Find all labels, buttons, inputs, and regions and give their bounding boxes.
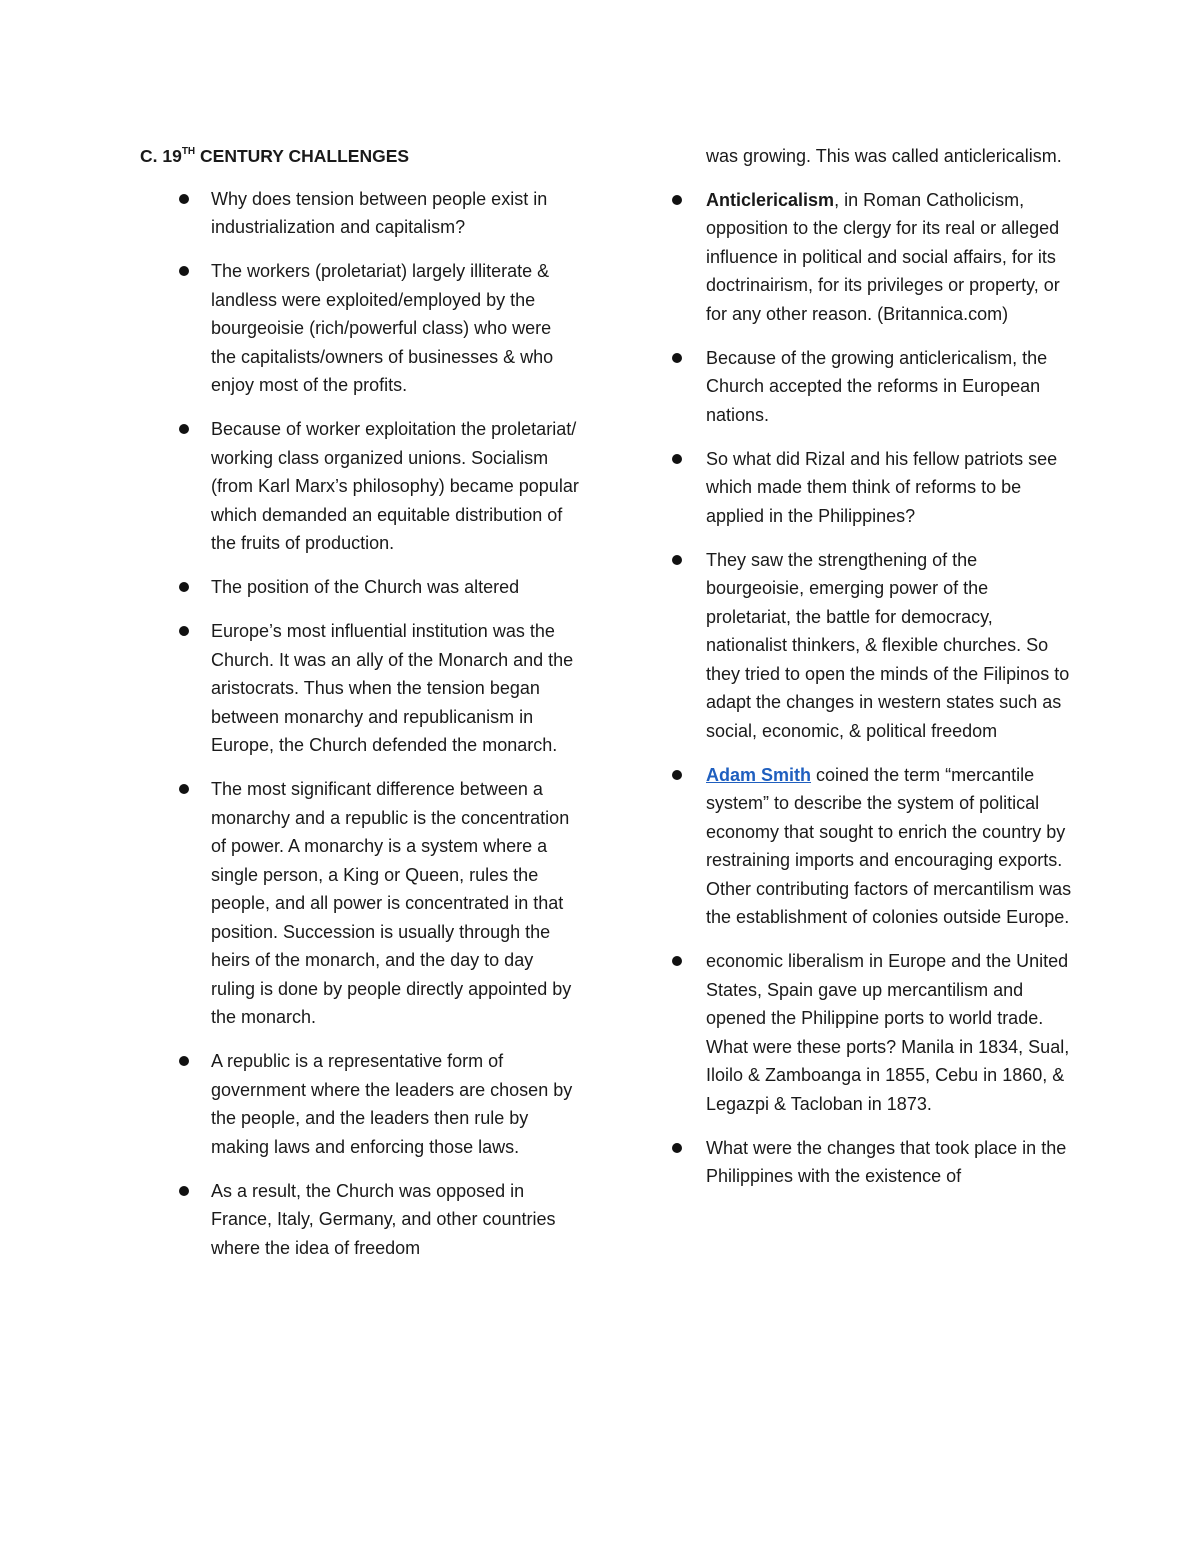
list-item-text: Because of worker exploitation the proletariat/ working class organized unions. Socialism (from Karl Marx’s philosophy) became popular which demanded an equitable distribution of the fruits of production.	[211, 419, 579, 553]
list-item-text: As a result, the Church was opposed in France, Italy, Germany, and other countries where the idea of freedom	[211, 1180, 556, 1258]
list-item-text: Europe’s most influential institution was the Church. It was an ally of the Monarch and the aristocrats. Thus when the tension began between monarchy and republicanism in Europe, the Church defended the monarch.	[211, 621, 574, 755]
list-item-text: What were the changes that took place in the Philippines with the existence of	[706, 1137, 1067, 1186]
list-item-text: coined the term “mercantile system” to describe the system of political economy that sought to enrich the country by restraining imports and encouraging exports. Other contributing factors of mercantilism was the establishment of colonies outside Europe.	[706, 764, 1072, 927]
bullet-icon	[179, 194, 189, 204]
adam-smith-link[interactable]: Adam Smith	[706, 764, 812, 785]
bullet-icon	[179, 784, 189, 794]
bullet-icon	[179, 1056, 189, 1066]
list-item	[666, 445, 1076, 531]
list-item	[666, 546, 1076, 746]
bullet-icon	[672, 353, 682, 363]
list-item	[666, 1134, 1076, 1191]
list-item	[140, 415, 580, 558]
continuation-text: was growing. This was called anticlericalism.	[706, 146, 1062, 166]
list-item-text: Why does tension between people exist in industrialization and capitalism?	[211, 188, 548, 237]
list-item-anticlericalism	[666, 186, 1076, 329]
bullet-icon	[179, 266, 189, 276]
bullet-icon	[179, 424, 189, 434]
bullet-icon	[179, 1186, 189, 1196]
list-item-text: They saw the strengthening of the bourgeoisie, emerging power of the proletariat, the battle for democracy, nationalist thinkers, & flexible churches. So they tried to open the minds of the Filipinos to adapt the changes in western states such as social, economic, & political freedom	[706, 549, 1070, 741]
list-item	[140, 185, 580, 242]
heading-superscript: TH	[181, 146, 196, 157]
bullet-icon	[179, 626, 189, 636]
list-item-text: The workers (proletariat) largely illiterate & landless were exploited/employed by the bourgeoisie (rich/powerful class) who were the capitalists/owners of businesses & who enjoy most of the profits.	[211, 261, 554, 395]
bullet-icon	[672, 454, 682, 464]
bullet-icon	[179, 582, 189, 592]
left-column	[140, 142, 580, 1278]
list-item	[140, 1047, 580, 1161]
heading-prefix: C. 19	[140, 146, 182, 166]
list-item-text: economic liberalism in Europe and the United States, Spain gave up mercantilism and opened the Philippine ports to world trade. What were these ports? Manila in 1834, Sual, Iloilo & Zamboanga in 1855, Cebu in 1860, & Legazpi & Tacloban in 1873.	[706, 951, 1070, 1114]
left-bullet-list	[140, 185, 580, 1263]
bullet-icon	[672, 555, 682, 565]
list-item	[666, 344, 1076, 430]
list-item	[140, 617, 580, 760]
right-column	[666, 142, 1076, 1206]
list-item-text: Because of the growing anticlericalism, the Church accepted the reforms in European nations.	[706, 347, 1048, 425]
list-item	[666, 947, 1076, 1118]
section-heading	[140, 142, 580, 171]
list-item	[140, 775, 580, 1032]
right-bullet-list	[666, 186, 1076, 1191]
list-item	[140, 573, 580, 602]
heading-suffix: CENTURY CHALLENGES	[195, 146, 410, 166]
bullet-icon	[672, 770, 682, 780]
list-item-adam-smith	[666, 761, 1076, 932]
term-anticlericalism: Anticlericalism	[706, 189, 835, 210]
list-item-text: A republic is a representative form of government where the leaders are chosen by the people, and the leaders then rule by making laws and enforcing those laws.	[211, 1051, 573, 1157]
bullet-icon	[672, 195, 682, 205]
list-item-text: , in Roman Catholicism, opposition to the clergy for its real or alleged influence in political and social affairs, for its doctrinairism, for its privileges or property, or for any other reason. (Britannica.com)	[706, 189, 1060, 324]
list-item-text: The position of the Church was altered	[211, 577, 520, 597]
bullet-icon	[672, 1143, 682, 1153]
list-item-text: The most significant difference between a monarchy and a republic is the concentration of power. A monarchy is a system where a single person, a King or Queen, rules the people, and all power is concentrated in that position. Succession is usually through the heirs of the monarch, and the day to day ruling is done by people directly appointed by the monarch.	[211, 779, 572, 1027]
bullet-icon	[672, 956, 682, 966]
list-item	[140, 257, 580, 400]
list-item	[140, 1177, 580, 1263]
list-item-text: So what did Rizal and his fellow patriots see which made them think of reforms to be applied in the Philippines?	[706, 448, 1058, 526]
